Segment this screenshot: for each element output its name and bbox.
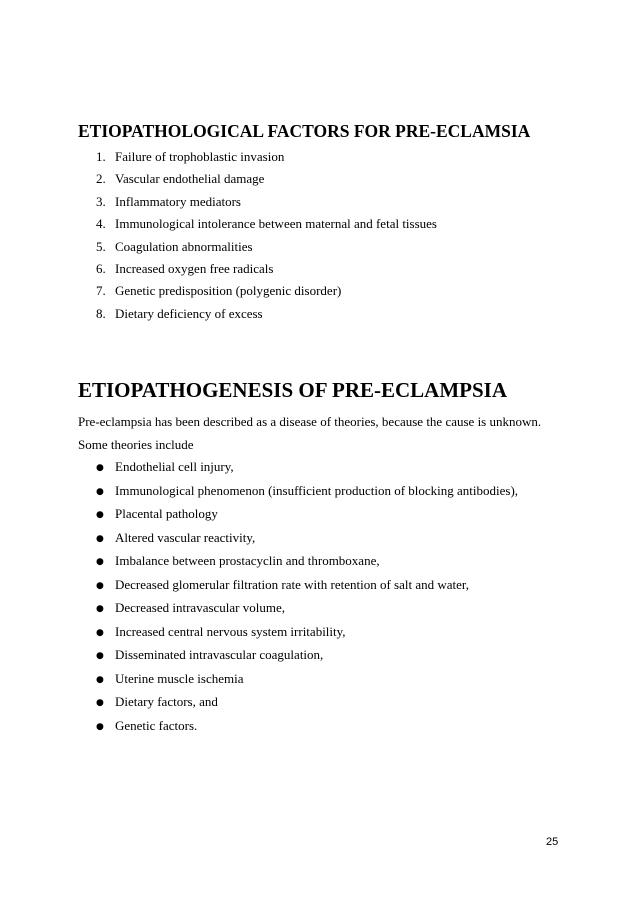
page-number: 25 [546,836,559,848]
list-item-number: 3. [96,193,106,209]
list-item [96,714,518,738]
list-item-number: 2. [96,171,106,187]
list-item-text: Vascular endothelial damage [115,171,265,187]
list-item-text: Imbalance between prostacyclin and thromboxane, [115,553,380,568]
list-item-text: Increased oxygen free radicals [115,260,274,276]
list-item [96,479,518,503]
list-item-text: Disseminated intravascular coagulation, [115,647,324,662]
bullet-icon: ● [96,627,104,638]
bullet-icon: ● [96,604,104,614]
list-item-text: Immunological phenomenon (insufficient production of blocking antibodies), [115,482,519,498]
list-item-text: Increased central nervous system irritability, [115,623,346,639]
list-item-text: Decreased intravascular volume, [115,600,286,615]
section-heading-etiopathogenesis: ETIOPATHOGENESIS OF PRE-ECLAMPSIA [78,378,508,402]
list-item-number: 1. [96,149,106,164]
theories-bullet-list [96,455,518,737]
list-item-text: Genetic factors. [115,717,198,733]
list-item-number: 4. [96,216,106,232]
list-item [96,667,518,691]
list-item-text: Uterine muscle ischemia [115,670,244,686]
section-heading-etiopathological-factors: ETIOPATHOLOGICAL FACTORS FOR PRE-ECLAMSIA [78,121,531,141]
intro-paragraph [78,411,568,456]
list-item [96,236,437,258]
bullet-icon: ● [96,557,104,567]
list-item-text: Immunological intolerance between maternal and fetal tissues [115,216,437,232]
intro-line-1: Pre-eclampsia has been described as a disease of theories, because the cause is unknown. [78,414,542,429]
bullet-icon: ● [96,486,104,497]
list-item [96,643,518,667]
list-item [96,191,437,213]
list-item [96,526,518,550]
list-item-text: Dietary factors, and [115,694,218,709]
list-item [96,620,518,644]
bullet-icon: ● [96,510,104,520]
list-item [96,690,518,714]
bullet-icon: ● [96,651,104,661]
list-item [96,280,437,302]
bullet-icon: ● [96,533,104,544]
bullet-icon: ● [96,698,104,708]
intro-line-2: Some theories include [78,436,194,452]
list-item [96,146,437,168]
list-item [96,573,518,597]
list-item-text: Altered vascular reactivity, [115,529,256,545]
list-item-text: Coagulation abnormalities [115,238,253,254]
list-item [96,303,437,325]
list-item [96,168,437,190]
list-item-text: Inflammatory mediators [115,193,241,209]
list-item-text: Decreased glomerular filtration rate with retention of salt and water, [115,576,469,592]
list-item-text: Genetic predisposition (polygenic disorder) [115,283,342,299]
list-item [96,213,437,235]
list-item [96,596,518,620]
bullet-icon: ● [96,721,104,732]
list-item [96,549,518,573]
list-item-number: 5. [96,238,106,254]
list-item [96,502,518,526]
list-item-number: 6. [96,260,106,276]
bullet-icon: ● [96,674,104,685]
bullet-icon: ● [96,463,104,473]
list-item-number: 8. [96,305,106,321]
list-item-text: Dietary deficiency of excess [115,305,263,321]
list-item-text: Failure of trophoblastic invasion [115,149,285,164]
bullet-icon: ● [96,580,104,591]
list-item [96,258,437,280]
list-item-text: Placental pathology [115,506,218,521]
etiopathological-factors-list [96,146,437,325]
list-item-text: Endothelial cell injury, [115,459,234,474]
list-item [96,455,518,479]
list-item-number: 7. [96,283,106,299]
